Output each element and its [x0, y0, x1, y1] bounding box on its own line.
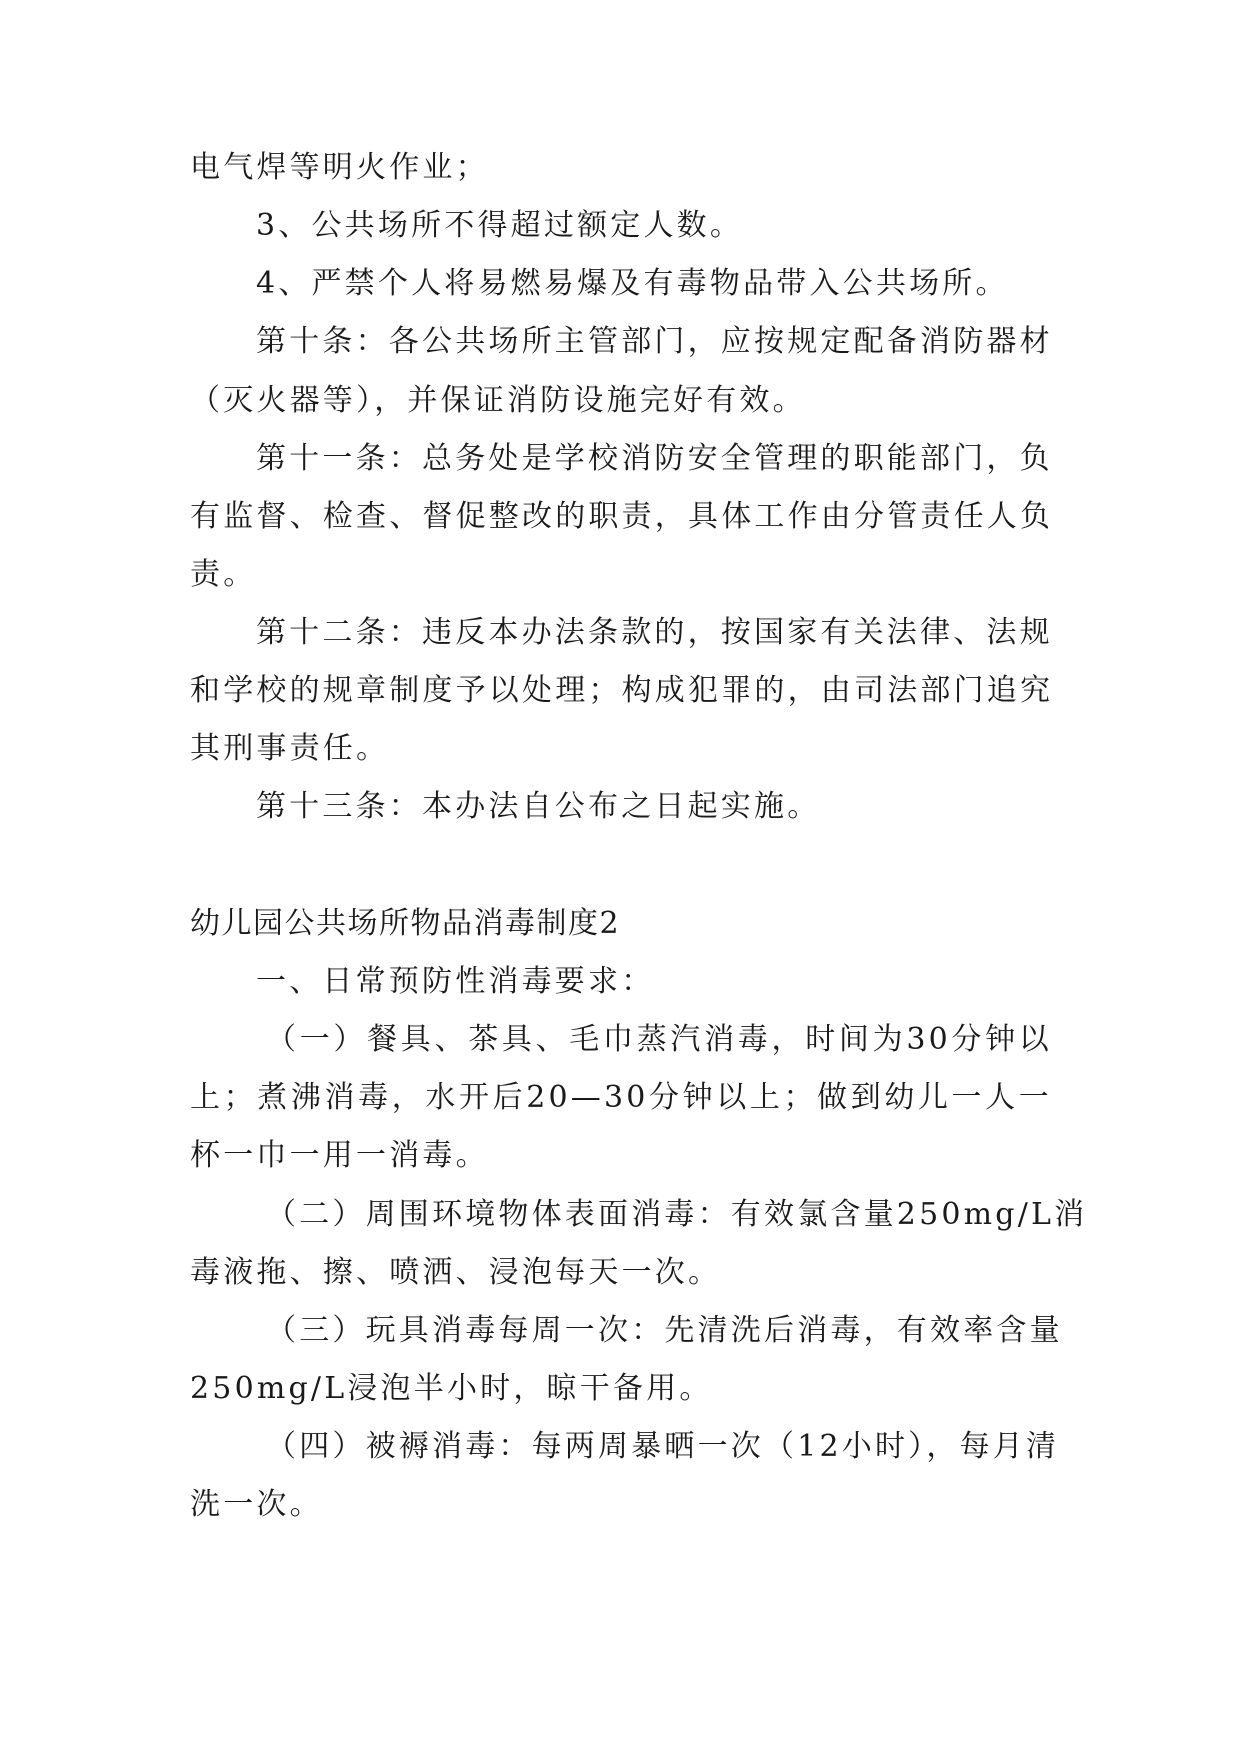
- text-line: （灭火器等），并保证消防设施完好有效。: [190, 383, 806, 418]
- text-line: 250mg/L浸泡半小时，晾干备用。: [190, 1371, 713, 1406]
- text-line: 其刑事责任。: [190, 731, 390, 766]
- section-title: 幼儿园公共场所物品消毒制度2: [190, 906, 621, 941]
- text-line: （一）餐具、茶具、毛巾蒸汽消毒，时间为30分钟以: [266, 1022, 1052, 1057]
- text-line: 3、公共场所不得超过额定人数。: [256, 208, 744, 243]
- text-line: （二）周围环境物体表面消毒：有效氯含量250mg/L消: [266, 1197, 1088, 1232]
- text-line: 第十一条：总务处是学校消防安全管理的职能部门，负: [256, 441, 1053, 476]
- text-line: 洗一次。: [190, 1487, 323, 1522]
- text-line: 毒液拖、擦、喷洒、浸泡每天一次。: [190, 1255, 722, 1290]
- text-line: 有监督、检查、督促整改的职责，具体工作由分管责任人负: [190, 499, 1054, 534]
- text-line: 电气焊等明火作业；: [190, 150, 489, 185]
- text-line: 和学校的规章制度予以处理；构成犯罪的，由司法部门追究: [190, 673, 1054, 708]
- text-line: 责。: [190, 557, 257, 592]
- text-line: （四）被褥消毒：每两周暴晒一次（12小时），每月清: [266, 1429, 1060, 1464]
- text-line: 杯一巾一用一消毒。: [190, 1138, 489, 1173]
- text-line: 第十条：各公共场所主管部门，应按规定配备消防器材: [256, 324, 1053, 359]
- text-line: 第十二条：违反本办法条款的，按国家有关法律、法规: [256, 615, 1053, 650]
- text-line: 4、严禁个人将易燃易爆及有毒物品带入公共场所。: [256, 266, 1009, 301]
- text-line: 一、日常预防性消毒要求：: [256, 964, 655, 999]
- text-line: 第十三条：本办法自公布之日起实施。: [256, 789, 821, 824]
- text-line: 上；煮沸消毒，水开后20—30分钟以上；做到幼儿一人一: [190, 1080, 1052, 1115]
- text-line: （三）玩具消毒每周一次：先清洗后消毒，有效率含量: [266, 1313, 1063, 1348]
